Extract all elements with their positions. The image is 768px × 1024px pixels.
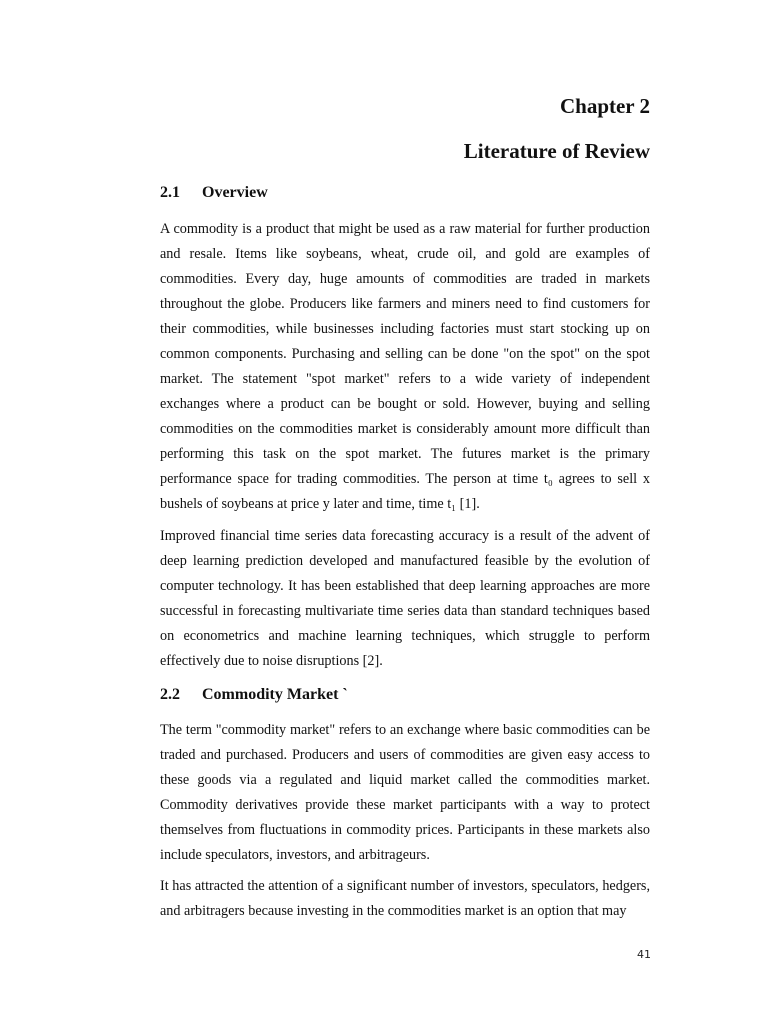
section-title: Commodity Market ` — [202, 686, 348, 703]
paragraph-commodity-definition: A commodity is a product that might be used as a raw material for further production and resale. Items like soybeans, wheat, crude oil, and gold are examples of commodities. Every day, huge amounts of commodities are traded in markets throughout the globe. Producers like farmers and miners need to find customers for their commodities, while businesses including factories must start stocking up on common components. Purchasing and selling can be done "on the spot" on the spot market. The statement "spot market" refers to a wide variety of independent exchanges where a product can be bought or sold. However, buying and selling commodities on the commodities market is considerably amount more difficult than performing this task on the spot market. The futures market is the primary performance space for trading commodities. The person at time t₀ agrees to sell x bushels of soybeans at price y later and time, time t₁ [1]. — [160, 221, 650, 512]
document-page — [160, 0, 650, 1024]
chapter-title: Literature of Review — [463, 139, 650, 163]
section-heading-overview — [160, 184, 268, 202]
section-number: 2.2 — [160, 686, 180, 703]
section-title: Overview — [202, 184, 268, 201]
page-number: 41 — [637, 948, 651, 961]
section-number: 2.1 — [160, 184, 180, 201]
section-heading-commodity-market — [160, 686, 348, 704]
paragraph-deep-learning: Improved financial time series data forecasting accuracy is a result of the advent of deep learning prediction developed and manufactured feasible by the evolution of computer technology. It has been established that deep learning approaches are more successful in forecasting multivariate time series data than standard techniques based on econometrics and machine learning techniques, which struggle to perform effectively due to noise disruptions [2]. — [160, 528, 650, 669]
paragraph-commodity-market-definition: The term "commodity market" refers to an exchange where basic commodities can be traded and purchased. Producers and users of commodities are given easy access to these goods via a regulated and liquid market called the commodities market. Commodity derivatives provide these market participants with a way to protect themselves from fluctuations in commodity prices. Participants in these markets also include speculators, investors, and arbitrageurs. — [160, 722, 650, 863]
paragraph-market-participants: It has attracted the attention of a significant number of investors, speculators, hedgers, and arbitragers because investing in the commodities market is an option that may — [160, 878, 650, 919]
chapter-number: Chapter 2 — [559, 94, 650, 118]
